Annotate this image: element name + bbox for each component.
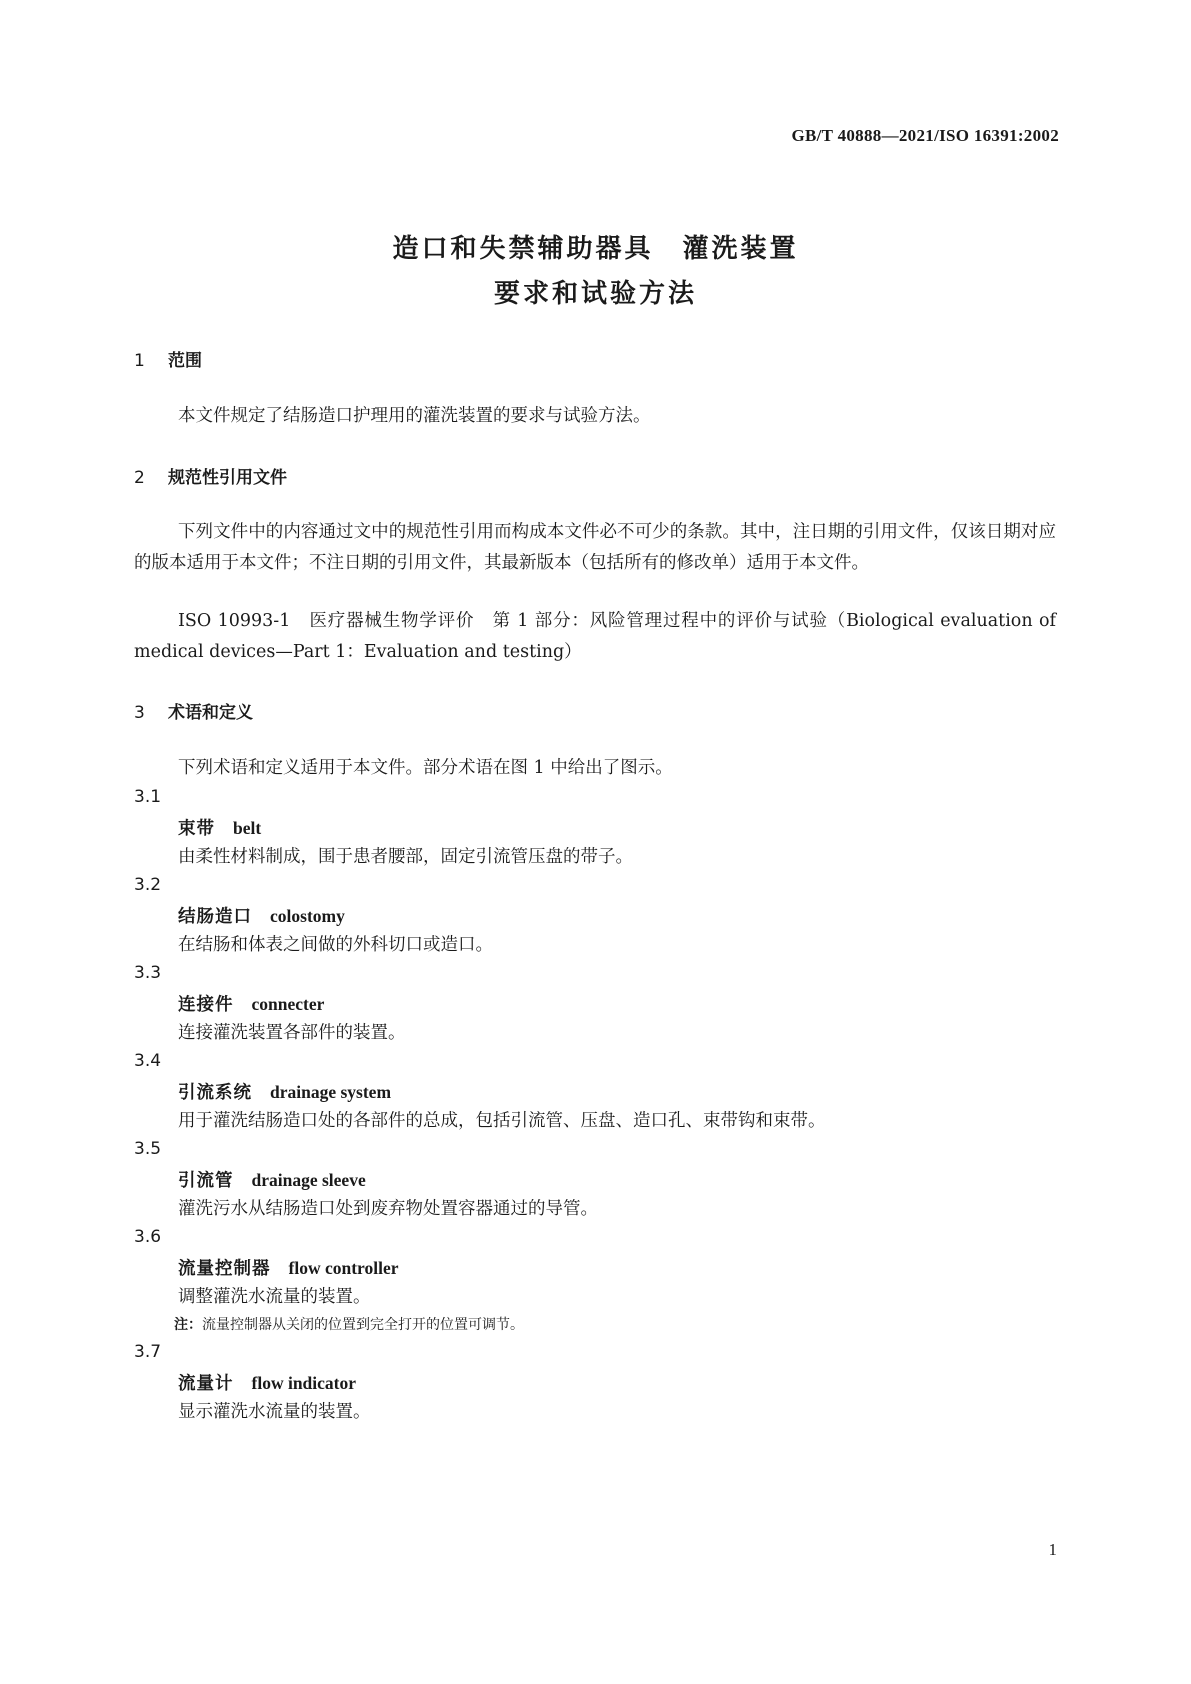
page-number: 1: [1048, 1540, 1057, 1559]
term-name: [178, 991, 324, 1016]
section-title: 范围: [168, 351, 202, 371]
section-heading-2: [134, 463, 287, 488]
term-name-zh: 束带: [178, 819, 215, 839]
term-definition: 用于灌洗结肠造口处的各部件的总成，包括引流管、压盘、造口孔、束带钩和束带。: [178, 1111, 826, 1131]
term-name-en: drainage sleeve: [251, 1170, 366, 1190]
section-title: 术语和定义: [168, 703, 253, 723]
section-title: 规范性引用文件: [168, 468, 287, 488]
term-name-en: belt: [233, 818, 262, 838]
standard-code: GB/T 40888—2021/ISO 16391:2002: [791, 126, 1059, 145]
term-definition: 灌洗污水从结肠造口处到废弃物处置容器通过的导管。: [178, 1199, 598, 1219]
term-name-zh: 流量控制器: [178, 1259, 271, 1279]
term-name: [178, 1370, 356, 1395]
term-name-zh: 引流系统: [178, 1083, 252, 1103]
term-number: 3.4: [134, 1051, 162, 1071]
term-number: 3.2: [134, 875, 162, 895]
term-definition: 由柔性材料制成，围于患者腰部，固定引流管压盘的带子。: [178, 847, 633, 867]
normative-reference: ISO 10993-1 医疗器械生物学评价 第 1 部分：风险管理过程中的评价与试验（Biological evaluation of medical devices—Part 1：Evaluation and testing）: [134, 611, 1056, 662]
term-definition: 显示灌洗水流量的装置。: [178, 1402, 371, 1422]
term-name-zh: 结肠造口: [178, 907, 252, 927]
term-number: 3.6: [134, 1227, 162, 1247]
term-name-en: flow indicator: [251, 1373, 357, 1393]
term-name: [178, 1167, 366, 1192]
term-name-zh: 引流管: [178, 1171, 234, 1191]
term-name: [178, 1255, 399, 1280]
document-title-line1: 造口和失禁辅助器具 灌洗装置: [392, 234, 799, 264]
document-title-line2: 要求和试验方法: [493, 279, 697, 309]
section-number: 1: [134, 351, 145, 371]
term-name-en: connecter: [251, 994, 325, 1014]
term-number: 3.3: [134, 963, 162, 983]
note-text: 流量控制器从关闭的位置到完全打开的位置可调节。: [202, 1317, 524, 1333]
section-number: 3: [134, 703, 145, 723]
term-name-en: flow controller: [288, 1258, 399, 1278]
term-number: 3.5: [134, 1139, 162, 1159]
term-name-en: colostomy: [270, 906, 345, 926]
term-name-zh: 流量计: [178, 1374, 234, 1394]
normative-intro-paragraph: 下列文件中的内容通过文中的规范性引用而构成本文件必不可少的条款。其中，注日期的引用文件，仅该日期对应的版本适用于本文件；不注日期的引用文件，其最新版本（包括所有的修改单）适用于本文件。: [134, 522, 1056, 573]
term-definition: 连接灌洗装置各部件的装置。: [178, 1023, 406, 1043]
term-number: 3.7: [134, 1342, 162, 1362]
term-number: 3.1: [134, 787, 162, 807]
term-name-en: drainage system: [270, 1082, 392, 1102]
terms-intro-paragraph: 下列术语和定义适用于本文件。部分术语在图 1 中给出了图示。: [178, 758, 673, 778]
term-name: [178, 815, 261, 840]
note-label: 注：: [174, 1317, 202, 1333]
scope-paragraph: 本文件规定了结肠造口护理用的灌洗装置的要求与试验方法。: [178, 406, 651, 426]
term-name: [178, 903, 345, 928]
term-name: [178, 1079, 391, 1104]
section-heading-1: [134, 346, 202, 371]
term-definition: 在结肠和体表之间做的外科切口或造口。: [178, 935, 493, 955]
section-number: 2: [134, 468, 145, 488]
term-note: [174, 1314, 524, 1334]
section-heading-3: [134, 698, 253, 723]
term-name-zh: 连接件: [178, 995, 234, 1015]
term-definition: 调整灌洗水流量的装置。: [178, 1287, 371, 1307]
